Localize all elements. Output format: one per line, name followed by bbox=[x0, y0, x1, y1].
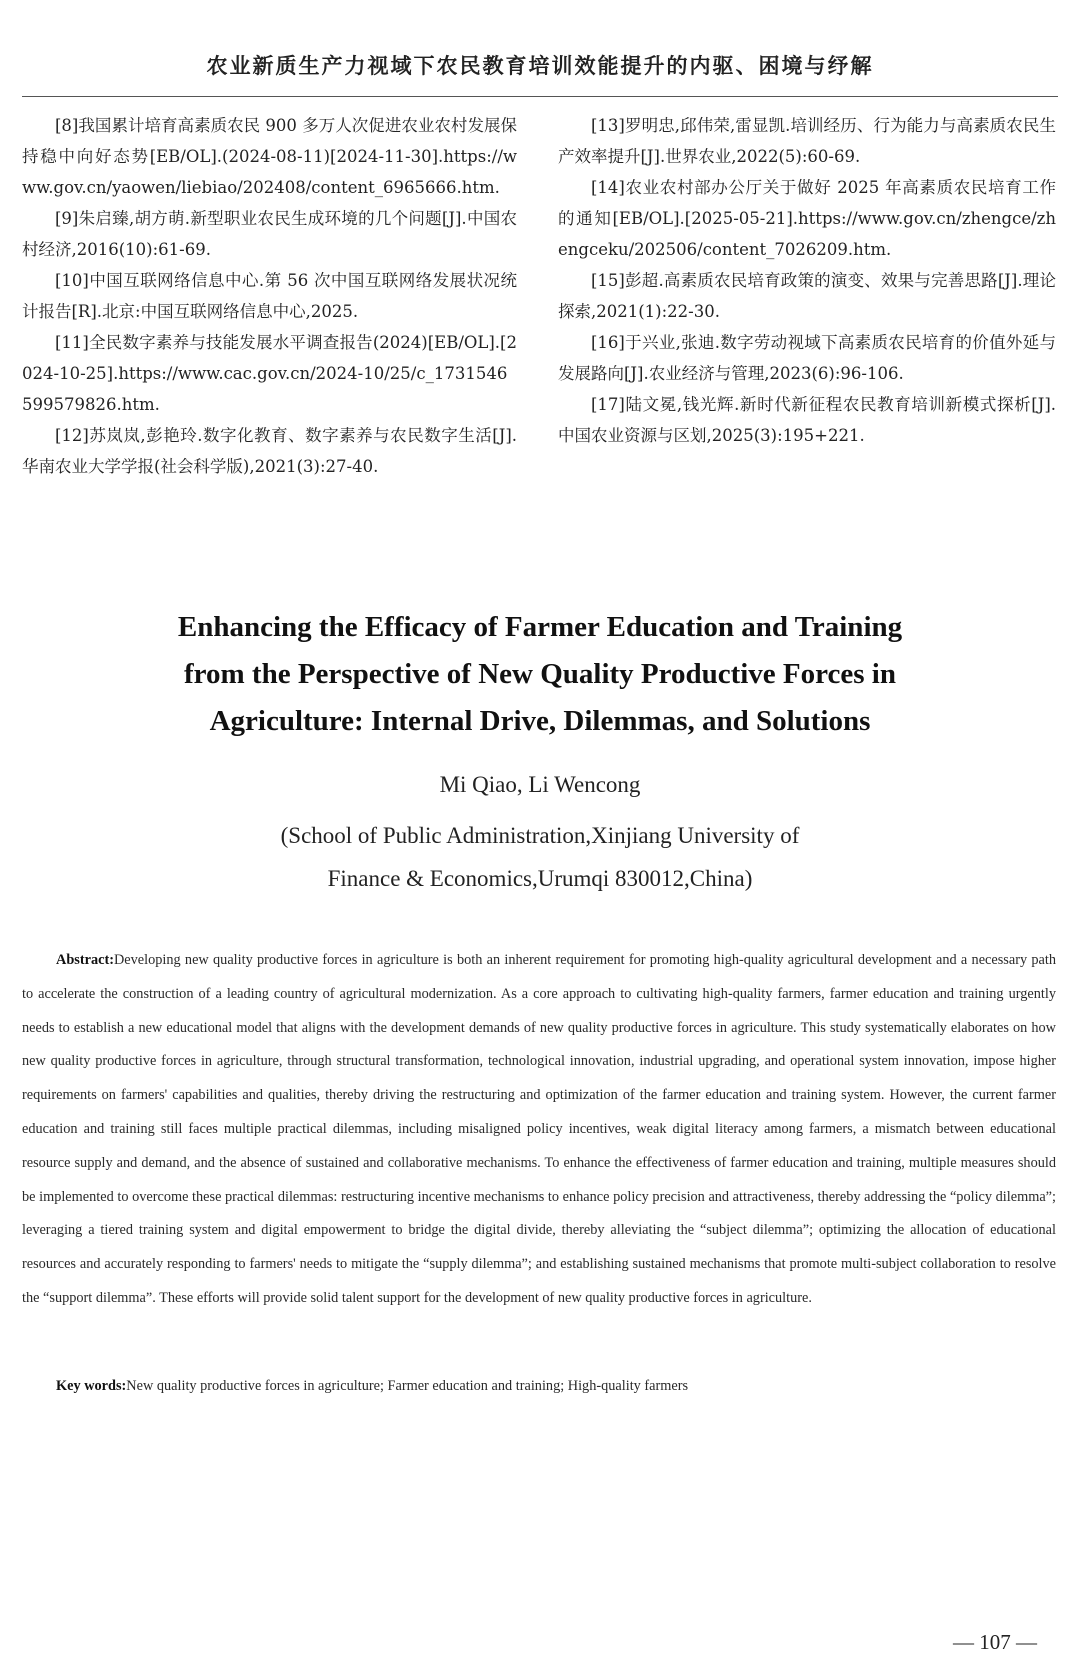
english-title-line: Enhancing the Efficacy of Farmer Education and Training bbox=[177, 611, 903, 643]
abstract-text: Developing new quality productive forces in agriculture is both an inherent requirement for promoting high-quality agricultural development and a necessary path to accelerate the construction of a leading country of agricultural modernization. As a core approach to cultivating high-quality farmers, farmer education and training urgently needs to establish a new educational model that aligns with the development demands of new quality productive forces in agriculture. This study systematically elaborates on how new quality productive forces in agriculture, through structural transformation, technological innovation, industrial upgrading, and operational system innovation, impose higher requirements on farmers' capabilities and qualities, thereby driving the restructuring and optimization of the farmer education and training system. However, the current farmer education and training still faces multiple practical dilemmas, including misaligned policy incentives, weak digital literacy among farmers, a mismatch between educational resource supply and demand, and the absence of sustained and collaborative mechanisms. To enhance the effectiveness of farmer education and training, multiple measures should be implemented to overcome these practical dilemmas: restructuring incentive mechanisms to enhance policy precision and attractiveness, thereby addressing the “policy dilemma”; leveraging a tiered training system and digital empowerment to bridge the digital divide, thereby alleviating the “subject dilemma”; optimizing the allocation of educational resources and accurately responding to farmers' needs to mitigate the “supply dilemma”; and establishing sustained mechanisms that promote multi-subject collaboration to resolve the “support dilemma”. These efforts will provide solid talent support for the development of new quality productive forces in agriculture. bbox=[22, 952, 1056, 1306]
reference-item: [8]我国累计培育高素质农民 900 多万人次促进农业农村发展保持稳中向好态势[EB/OL].(2024-08-11)[2024-11-30].https://www.gov.cn/yaowen/liebiao/202408/content_6965666.htm. bbox=[22, 116, 517, 197]
running-title: 农业新质生产力视域下农民教育培训效能提升的内驱、困境与纾解 bbox=[206, 53, 874, 78]
reference-item: [13]罗明忠,邱伟荣,雷显凯.培训经历、行为能力与高素质农民生产效率提升[J].世界农业,2022(5):60-69. bbox=[558, 116, 1056, 166]
abstract-label: Abstract: bbox=[56, 952, 114, 968]
english-title bbox=[0, 604, 1080, 745]
english-title-line: Agriculture: Internal Drive, Dilemmas, and Solutions bbox=[209, 705, 871, 737]
affiliation-line: (School of Public Administration,Xinjiang University of bbox=[280, 823, 800, 848]
authors: Mi Qiao, Li Wencong bbox=[439, 772, 641, 797]
header-divider bbox=[22, 96, 1058, 97]
reference-item: [15]彭超.高素质农民培育政策的演变、效果与完善思路[J].理论探索,2021(1):22-30. bbox=[558, 271, 1056, 321]
reference-item: [14]农业农村部办公厅关于做好 2025 年高素质农民培育工作的通知[EB/OL].[2025-05-21].https://www.gov.cn/zhengce/zhengceku/202506/content_7026209.htm. bbox=[558, 178, 1056, 259]
references-right-column bbox=[558, 110, 1056, 451]
reference-item: [17]陆文冕,钱光辉.新时代新征程农民教育培训新模式探析[J].中国农业资源与区划,2025(3):195+221. bbox=[558, 395, 1056, 445]
reference-item: [10]中国互联网络信息中心.第 56 次中国互联网络发展状况统计报告[R].北京:中国互联网络信息中心,2025. bbox=[22, 271, 517, 321]
keywords-text: New quality productive forces in agriculture; Farmer education and training; High-quality farmers bbox=[126, 1378, 689, 1394]
keywords bbox=[56, 1378, 1056, 1395]
affiliation-line: Finance & Economics,Urumqi 830012,China) bbox=[327, 866, 753, 891]
reference-item: [12]苏岚岚,彭艳玲.数字化教育、数字素养与农民数字生活[J].华南农业大学学报(社会科学版),2021(3):27-40. bbox=[22, 426, 517, 476]
reference-item: [9]朱启臻,胡方萌.新型职业农民生成环境的几个问题[J].中国农村经济,2016(10):61-69. bbox=[22, 209, 517, 259]
affiliation bbox=[0, 814, 1080, 900]
references-left-column bbox=[22, 110, 517, 482]
keywords-label: Key words: bbox=[56, 1378, 127, 1394]
abstract bbox=[22, 944, 1056, 1316]
english-title-line: from the Perspective of New Quality Productive Forces in bbox=[184, 658, 896, 690]
reference-item: [11]全民数字素养与技能发展水平调查报告(2024)[EB/OL].[2024-10-25].https://www.cac.gov.cn/2024-10/25/c_1731546599579826.htm. bbox=[22, 333, 517, 414]
reference-item: [16]于兴业,张迪.数字劳动视域下高素质农民培育的价值外延与发展路向[J].农业经济与管理,2023(6):96-106. bbox=[558, 333, 1056, 383]
page-number: — 107 — bbox=[953, 1630, 1037, 1654]
